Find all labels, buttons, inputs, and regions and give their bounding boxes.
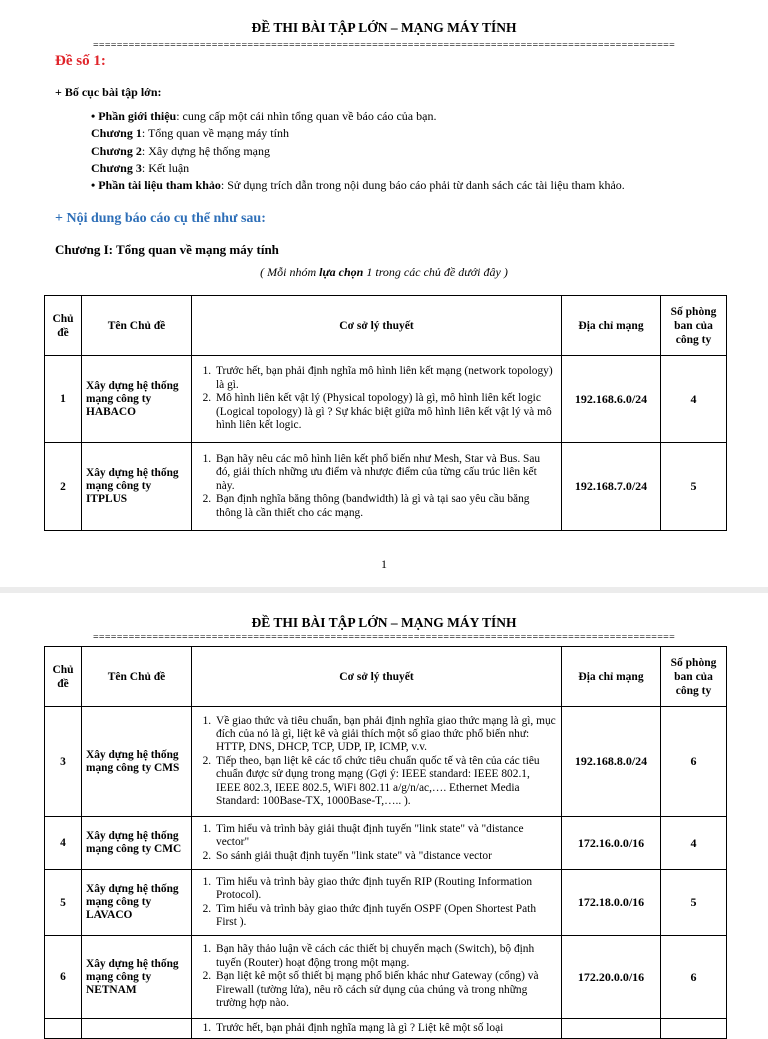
layout-item-references: [91, 178, 625, 193]
document-title: ĐỀ THI BÀI TẬP LỚN – MẠNG MÁY TÍNH: [251, 20, 517, 35]
table-row: [45, 443, 727, 531]
table-header-row: [45, 647, 727, 707]
department-count: 5: [661, 870, 727, 936]
layout-item-bold: • Phần giới thiệu: [91, 109, 177, 123]
network-address: 192.168.7.0/24: [562, 443, 661, 531]
theory-cell: [192, 870, 562, 936]
exam-number: Đề số 1:: [55, 53, 106, 69]
table-row: [45, 817, 727, 870]
header-theory: Cơ sở lý thuyết: [192, 647, 562, 707]
header-topic-number: Chủ đề: [45, 296, 82, 356]
layout-item-bold: • Phần tài liệu tham khảo: [91, 178, 221, 192]
topic-number: 4: [45, 817, 82, 870]
topic-number: 5: [45, 870, 82, 936]
topic-name: Xây dựng hệ thống mạng công ty CMS: [82, 707, 192, 817]
network-address: 172.20.0.0/16: [562, 936, 661, 1019]
layout-item-text: : Xây dựng hệ thống mạng: [141, 144, 271, 158]
layout-item-bold: Chương 2: [91, 144, 142, 158]
department-count: [661, 1019, 727, 1039]
theory-item: 1. Bạn hãy thảo luận về cách các thiết bị chuyển mạch (Switch), bộ định tuyến (Router) hoạt động trong một mạng.: [214, 943, 557, 970]
layout-item-text: : Tổng quan về mạng máy tính: [141, 126, 289, 140]
network-address: 192.168.6.0/24: [562, 356, 661, 443]
theory-cell: [192, 817, 562, 870]
title-rule: ==================================================================================================: [92, 41, 676, 51]
theory-cell: [192, 443, 562, 531]
layout-item-text: : Kết luận: [141, 161, 190, 175]
header-departments: Số phòng ban của công ty: [661, 647, 727, 707]
table-row: [45, 1019, 727, 1039]
theory-item: 1. Trước hết, bạn phải định nghĩa mạng là gì ? Liệt kê một số loại: [214, 1022, 557, 1035]
theory-cell: [192, 356, 562, 443]
layout-item-text: : Sử dụng trích dẫn trong nội dung báo cáo phải từ danh sách các tài liệu tham khảo.: [220, 178, 625, 192]
theory-item: 2. Mô hình liên kết vật lý (Physical topology) là gì, mô hình liên kết logic (Logical topology) là gì ? Sự khác biệt giữa mô hình liên kết vật lý và mô hình liên kết logic.: [214, 392, 557, 432]
topic-name: Xây dựng hệ thống mạng công ty CMC: [82, 817, 192, 870]
note-pre: ( Mỗi nhóm: [260, 265, 320, 279]
note-post: 1 trong các chủ đề dưới đây ): [363, 265, 508, 279]
selection-note: [0, 265, 768, 280]
topic-name: Xây dựng hệ thống mạng công ty LAVACO: [82, 870, 192, 936]
layout-item-chapter-2: [91, 144, 270, 159]
theory-item: 1. Trước hết, bạn phải định nghĩa mô hình liên kết mạng (network topology) là gì.: [214, 365, 557, 392]
topic-number: 2: [45, 443, 82, 531]
layout-item-intro: [91, 109, 436, 124]
topic-name: [82, 1019, 192, 1039]
department-count: 6: [661, 936, 727, 1019]
layout-item-chapter-3: [91, 161, 189, 176]
layout-heading: + Bố cục bài tập lớn:: [55, 85, 162, 99]
topic-name: Xây dựng hệ thống mạng công ty NETNAM: [82, 936, 192, 1019]
theory-item: 2. Tiếp theo, bạn liệt kê các tổ chức tiêu chuẩn quốc tế và tên của các tiêu chuẩn được sử dụng trong mạng (Gợi ý: IEEE standard: IEEE 802.1, IEEE 802.3, IEEE 802.5, WiFi 802.11 a/g/n/ac,…. Ethernet Media Standard: 100Base-TX, 1000Base-T,….. ).: [214, 755, 557, 809]
topic-name: Xây dựng hệ thống mạng công ty ITPLUS: [82, 443, 192, 531]
network-address: 172.18.0.0/16: [562, 870, 661, 936]
header-topic-name: Tên Chủ đề: [82, 647, 192, 707]
note-bold: lựa chọn: [319, 265, 364, 279]
network-address: 192.168.8.0/24: [562, 707, 661, 817]
header-departments: Số phòng ban của công ty: [661, 296, 727, 356]
department-count: 4: [661, 356, 727, 443]
theory-item: 1. Về giao thức và tiêu chuẩn, bạn phải định nghĩa giao thức mạng là gì, mục đích của nó là gì, liệt kê và giải thích một số giao thức phổ biến như: HTTP, DNS, DHCP, TCP, UDP, IP, ICMP, v.v.: [214, 715, 557, 755]
theory-item: 2. Tìm hiểu và trình bày giao thức định tuyến OSPF (Open Shortest Path First ).: [214, 903, 557, 930]
network-address: [562, 1019, 661, 1039]
theory-cell: [192, 707, 562, 817]
theory-cell: [192, 1019, 562, 1039]
title-rule: ==================================================================================================: [92, 633, 676, 643]
topics-table-page-2: [44, 646, 727, 1039]
header-topic-name: Tên Chủ đề: [82, 296, 192, 356]
network-address: 172.16.0.0/16: [562, 817, 661, 870]
topic-number: [45, 1019, 82, 1039]
theory-item: 2. Bạn liệt kê một số thiết bị mạng phổ biến khác như Gateway (cổng) và Firewall (tường lửa), nêu rõ cách sử dụng của chúng và trong những trường hợp nào.: [214, 970, 557, 1010]
header-network-address: Địa chỉ mạng: [562, 296, 661, 356]
header-theory: Cơ sở lý thuyết: [192, 296, 562, 356]
table-header-row: [45, 296, 727, 356]
department-count: 4: [661, 817, 727, 870]
table-row: [45, 356, 727, 443]
document-title: ĐỀ THI BÀI TẬP LỚN – MẠNG MÁY TÍNH: [251, 615, 517, 630]
table-row: [45, 707, 727, 817]
table-row: [45, 870, 727, 936]
topic-number: 3: [45, 707, 82, 817]
theory-item: 1. Bạn hãy nêu các mô hình liên kết phổ biến như Mesh, Star và Bus. Sau đó, giải thích những ưu điểm và nhược điểm của từng cấu trúc liên kết này.: [214, 453, 557, 493]
theory-item: 2. Bạn định nghĩa băng thông (bandwidth) là gì và tại sao yêu cầu băng thông là cần thiết cho các mạng.: [214, 493, 557, 520]
theory-cell: [192, 936, 562, 1019]
department-count: 5: [661, 443, 727, 531]
page-2: [0, 590, 768, 1034]
page-number: 1: [381, 557, 387, 571]
topic-number: 1: [45, 356, 82, 443]
header-topic-number: Chủ đề: [45, 647, 82, 707]
layout-item-bold: Chương 1: [91, 126, 142, 140]
table-row: [45, 936, 727, 1019]
theory-item: 2. So sánh giải thuật định tuyến "link state" và "distance vector: [214, 850, 557, 863]
content-heading: + Nội dung báo cáo cụ thể như sau:: [55, 211, 266, 226]
layout-item-bold: Chương 3: [91, 161, 142, 175]
theory-item: 1. Tìm hiểu và trình bày giao thức định tuyến RIP (Routing Information Protocol).: [214, 876, 557, 903]
chapter-heading: Chương I: Tổng quan về mạng máy tính: [55, 242, 279, 257]
theory-item: 1. Tìm hiểu và trình bày giải thuật định tuyến "link state" và "distance vector": [214, 823, 557, 850]
topic-name: Xây dựng hệ thống mạng công ty HABACO: [82, 356, 192, 443]
header-network-address: Địa chỉ mạng: [562, 647, 661, 707]
department-count: 6: [661, 707, 727, 817]
layout-item-text: : cung cấp một cái nhìn tổng quan về báo cáo của bạn.: [176, 109, 437, 123]
topic-number: 6: [45, 936, 82, 1019]
layout-item-chapter-1: [91, 126, 289, 141]
topics-table-page-1: [44, 295, 727, 531]
